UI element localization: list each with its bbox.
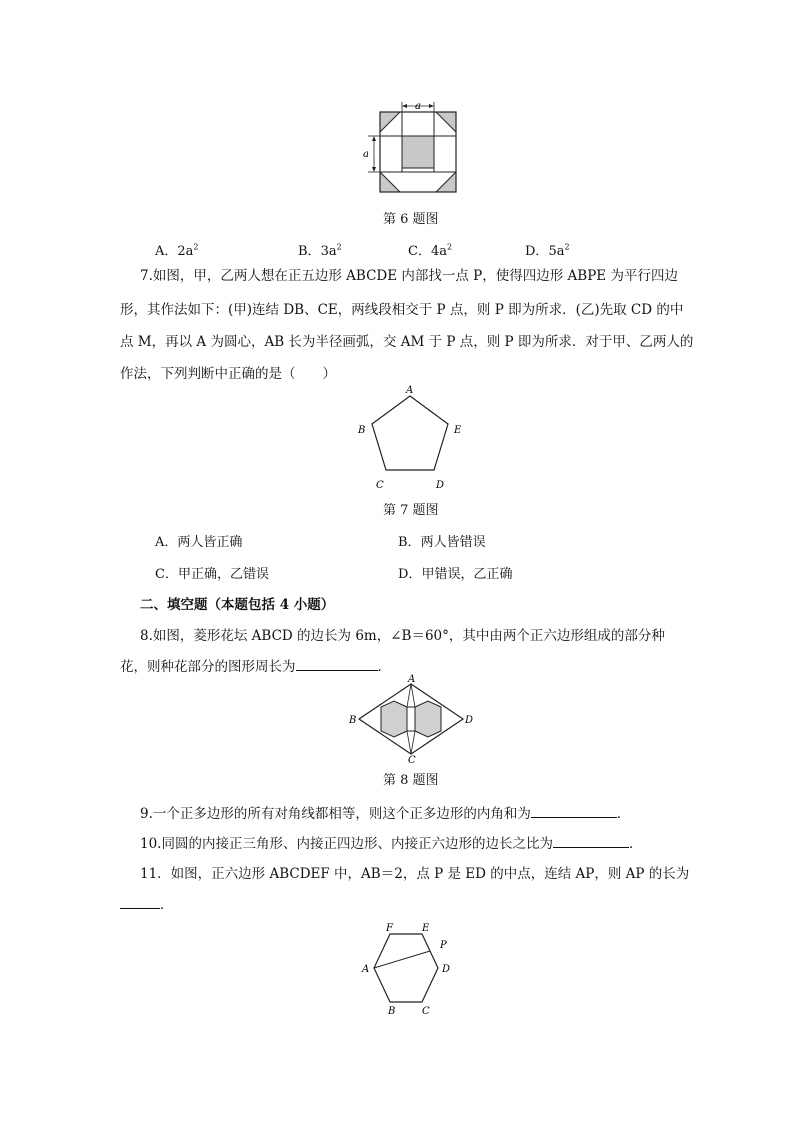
section-2-heading: 二、填空题（本题包括 4 小题） <box>140 597 335 613</box>
q8-caption: 第 8 题图 <box>383 773 439 788</box>
q11-label-a: A <box>362 964 370 975</box>
q8-label-d: D <box>465 715 474 726</box>
q7-caption: 第 7 题图 <box>383 503 439 518</box>
q6-option-b: B．$3a^2$ <box>298 242 342 259</box>
q9-answer-blank[interactable] <box>531 803 617 818</box>
q11-label-d: D <box>442 964 451 975</box>
q7-option-a: A．两人皆正确 <box>155 535 243 550</box>
q7-label-d: D <box>436 480 445 491</box>
q6-figure <box>360 100 470 196</box>
q7-label-c: C <box>376 480 384 491</box>
q11-answer-blank[interactable] <box>120 894 160 909</box>
q7-line-3: 点 M，再以 A 为圆心，AB 长为半径画弧，交 AM 于 P 点，则 P 即为所求．对于甲、乙两人的 <box>120 334 694 350</box>
q6-option-a: A．$2a^2$ <box>155 242 199 259</box>
q11-line-1: 11．如图，正六边形 ABCDEF 中，AB＝2，点 P 是 ED 的中点，连结 AP，则 AP 的长为 <box>140 866 690 882</box>
q11-label-b: B <box>388 1006 396 1017</box>
q6-option-d: D．$5a^2$ <box>525 242 570 259</box>
q10-answer-blank[interactable] <box>553 833 629 848</box>
q8-label-c: C <box>408 755 416 764</box>
q7-option-b: B．两人皆错误 <box>398 535 486 550</box>
q7-pentagon-figure <box>350 382 470 494</box>
q8-label-b: B <box>349 715 357 726</box>
q8-answer-blank[interactable] <box>296 656 378 671</box>
q7-option-c: C．甲正确，乙错误 <box>155 567 269 582</box>
q11-label-e: E <box>422 923 430 934</box>
q6-caption: 第 6 题图 <box>383 212 439 227</box>
q7-label-e: E <box>454 425 462 436</box>
q6-figure-label-top: a <box>415 101 421 112</box>
q9-line: 9.一个正多边形的所有对角线都相等，则这个正多边形的内角和为 ． <box>140 803 630 824</box>
q10-line: 10.同圆的内接正三角形、内接正四边形、内接正六边形的边长之比为 ． <box>140 833 642 854</box>
q8-line-1: 8.如图，菱形花坛 ABCD 的边长为 6m，∠B＝60°，其中由两个正六边形组成的部分种 <box>140 628 665 644</box>
q8-rhombus-figure <box>346 674 476 764</box>
q11-label-f: F <box>386 923 393 934</box>
q6-option-c: C．$4a^2$ <box>408 242 453 259</box>
q11-line-2: ． <box>120 894 174 915</box>
q8-label-a: A <box>408 674 416 685</box>
q11-label-c: C <box>422 1006 430 1017</box>
q7-line-1: 7.如图，甲，乙两人想在正五边形 ABCDE 内部找一点 P，使得四边形 ABPE 为平行四边 <box>140 268 678 284</box>
q7-line-2: 形，其作法如下：(甲)连结 DB、CE，两线段相交于 P 点，则 P 即为所求．(乙)先取 CD 的中 <box>120 302 684 318</box>
q7-option-d: D．甲错误，乙正确 <box>398 567 513 582</box>
q11-hexagon-figure <box>354 918 474 1022</box>
q8-line-2: 花，则种花部分的图形周长为 ． <box>120 656 391 677</box>
q7-label-b: B <box>358 425 366 436</box>
q7-label-a: A <box>406 385 414 396</box>
q7-line-4: 作法，下列判断中正确的是（ ） <box>120 366 336 382</box>
q11-label-p: P <box>440 940 447 951</box>
q6-figure-label-left: a <box>363 149 369 160</box>
